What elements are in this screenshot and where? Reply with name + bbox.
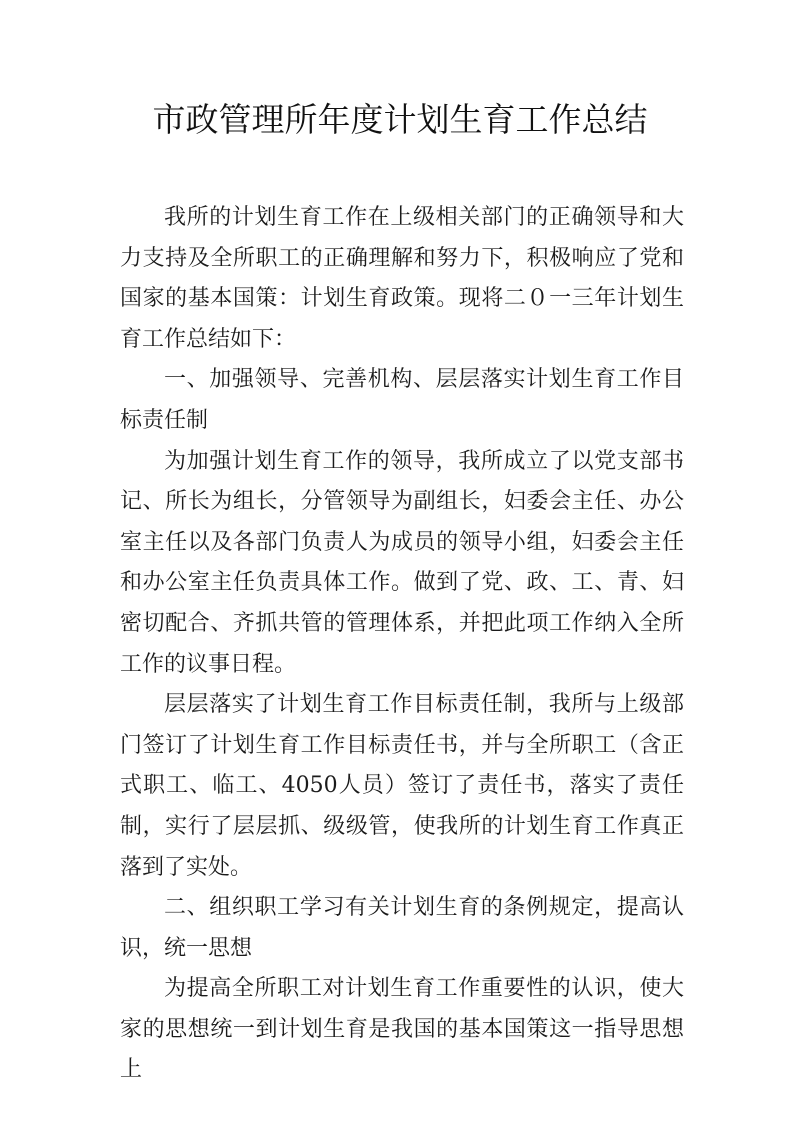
paragraph-awareness: 为提高全所职工对计划生育工作重要性的认识，使大家的思想统一到计划生育是我国的基本国策这一指导思想上 <box>120 976 684 1083</box>
section-heading-2: 二、组织职工学习有关计划生育的条例规定，提高认识，统一思想 <box>120 895 684 961</box>
document-body <box>120 198 684 1091</box>
paragraph-leadership: 为加强计划生育工作的领导，我所成立了以党支部书记、所长为组长，分管领导为副组长，妇委会主任、办公室主任以及各部门负责人为成员的领导小组，妇委会主任和办公室主任负责具体工作。做到了党、政、工、青、妇密切配合、齐抓共管的管理体系，并把此项工作纳入全所工作的议事日程。 <box>120 448 684 677</box>
paragraph-responsibility: 层层落实了计划生育工作目标责任制，我所与上级部门签订了计划生育工作目标责任书，并与全所职工（含正式职工、临工、4050人员）签订了责任书，落实了责任制，实行了层层抓、级级管，使我所的计划生育工作真正落到了实处。 <box>120 692 684 880</box>
paragraph-intro: 我所的计划生育工作在上级相关部门的正确领导和大力支持及全所职工的正确理解和努力下，积极响应了党和国家的基本国策：计划生育政策。现将二０一三年计划生育工作总结如下： <box>120 205 684 352</box>
section-heading-1: 一、加强领导、完善机构、层层落实计划生育工作目标责任制 <box>120 367 684 433</box>
document-title: 市政管理所年度计划生育工作总结 <box>152 100 648 139</box>
